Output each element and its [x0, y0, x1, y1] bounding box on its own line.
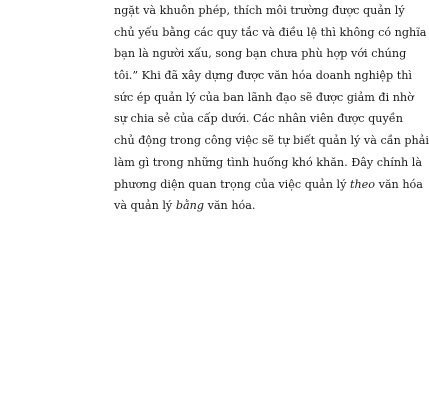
- text-run: làm gì trong những tình huống khó khăn. Đây chính là: [114, 155, 423, 169]
- text-run: chủ động trong công việc sẽ tự biết quản lý và cần phải: [114, 134, 429, 148]
- text-run: văn hóa: [375, 177, 423, 191]
- text-run: phương diện quan trọng của việc quản lý: [114, 177, 350, 191]
- emphasis-text: theo: [349, 177, 376, 191]
- text-run: bạn là người xấu, song bạn chưa phù hợp với chúng: [114, 47, 407, 61]
- text-line: [114, 152, 423, 174]
- text-line: [114, 108, 403, 130]
- text-line: [114, 43, 407, 65]
- text-line: [114, 22, 427, 44]
- text-run: chủ yếu bằng các quy tắc và điều lệ thì không có nghĩa: [114, 25, 427, 39]
- text-line: [114, 0, 405, 22]
- text-line: [114, 195, 304, 217]
- text-run: sức ép quản lý của ban lãnh đạo sẽ được giảm đi nhờ: [114, 90, 414, 104]
- body-text: [114, 0, 429, 217]
- text-line: [114, 87, 414, 109]
- text-run: ngặt và khuôn phép, thích môi trường được quản lý: [114, 4, 405, 17]
- text-run: tôi.” Khi đã xây dựng được văn hóa doanh nghiệp thì: [114, 69, 413, 83]
- text-line: [114, 65, 413, 87]
- text-run: văn hóa.: [204, 199, 256, 213]
- text-line: [114, 130, 429, 152]
- text-run: và quản lý: [114, 199, 176, 213]
- text-run: sự chia sẻ của cấp dưới. Các nhân viên được quyền: [114, 112, 403, 126]
- text-line: [114, 174, 423, 196]
- emphasis-text: bằng: [175, 199, 205, 213]
